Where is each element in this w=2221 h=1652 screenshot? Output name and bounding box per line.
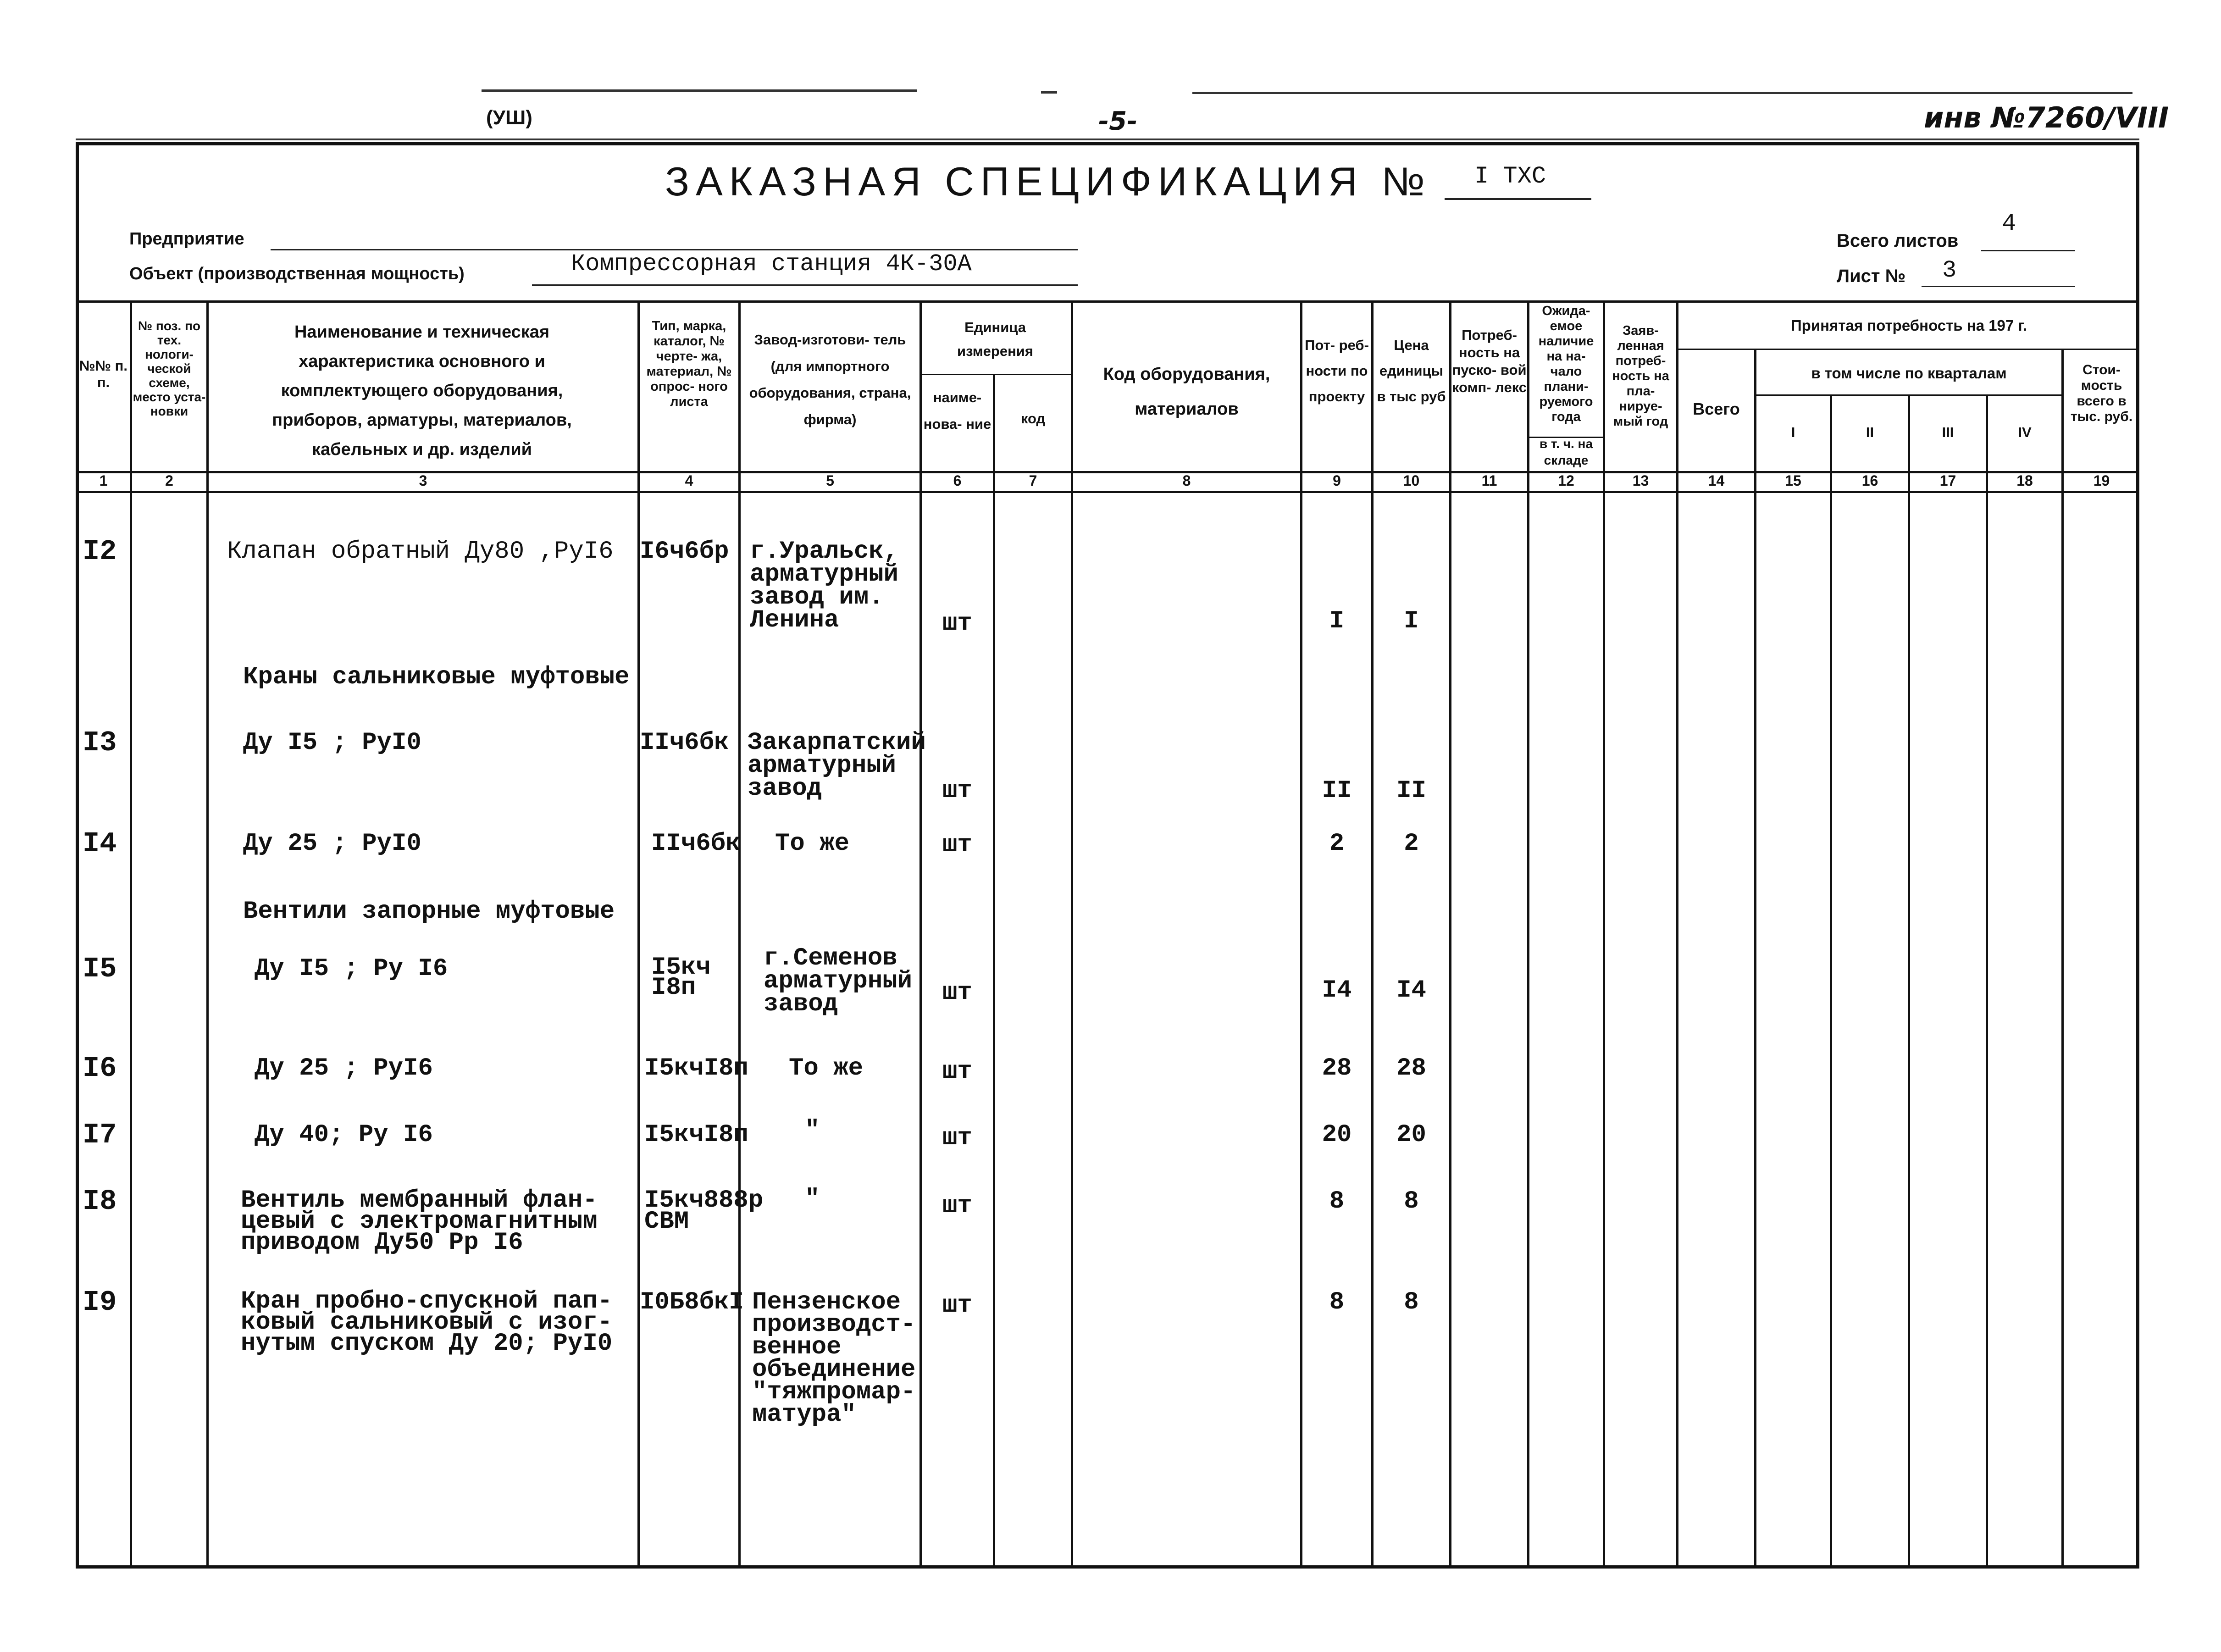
header-stock: в т. ч. на складе <box>1539 437 1593 467</box>
header-unit: Единица измерения <box>957 319 1033 359</box>
item-maker: То же <box>789 1054 864 1082</box>
top-rule-mid <box>1041 91 1057 94</box>
col-line <box>993 374 995 1569</box>
item-price: 8 <box>1404 1187 1419 1215</box>
item-price: 8 <box>1404 1288 1419 1316</box>
enterprise-label: Предприятие <box>129 229 244 249</box>
col-line <box>1300 300 1302 1569</box>
item-name: Ду 25 ; РуI0 <box>243 830 421 858</box>
col-line <box>1071 300 1073 1569</box>
col-number: 3 <box>419 472 427 489</box>
col-number: 15 <box>1785 472 1801 489</box>
object-value: Компрессорная станция 4К-30А <box>571 250 972 277</box>
col-line <box>1676 300 1678 1569</box>
table-top-line <box>76 300 2139 303</box>
item-price: I <box>1404 607 1419 635</box>
item-price: 28 <box>1396 1054 1426 1082</box>
col-number: 16 <box>1861 472 1878 489</box>
header-price: Цена единицы в тыс руб <box>1377 337 1446 405</box>
row-number: I5 <box>83 953 117 985</box>
col-number: 1 <box>99 472 108 489</box>
col-number: 10 <box>1403 472 1420 489</box>
col-line <box>1830 394 1832 1569</box>
col-number: 8 <box>1182 472 1191 489</box>
item-price: I4 <box>1396 976 1426 1004</box>
page-number: -5- <box>1098 106 1138 136</box>
item-unit: шт <box>942 1058 972 1086</box>
item-name: Кран пробно-спускной пап- ковый сальниковый с изог- нутым спуском Ду 20; РуI0 <box>241 1287 613 1358</box>
header-total: Всего <box>1693 399 1740 418</box>
header-maker: Завод-изготови- тель (для импортного оборудования, страна, фирма) <box>749 332 911 427</box>
spec-number: I ТХС <box>1474 163 1546 190</box>
col-line <box>1908 394 1910 1569</box>
item-maker: " <box>805 1185 820 1213</box>
item-qty: II <box>1322 777 1352 805</box>
col-line <box>738 300 741 1569</box>
item-unit: шт <box>942 610 972 638</box>
header-row-no: №№ п. п. <box>79 358 128 390</box>
accepted-subline <box>1676 349 2139 350</box>
col-number: 4 <box>685 472 693 489</box>
object-line <box>532 284 1078 286</box>
item-unit: шт <box>942 1124 972 1152</box>
item-name: Ду I5 ; РуI0 <box>243 729 421 757</box>
item-maker: г.Уральск, арматурный завод им. Ленина <box>750 538 899 634</box>
item-qty: 2 <box>1329 830 1345 858</box>
item-name: Ду I5 ; Ру I6 <box>255 955 448 983</box>
row-number: I8 <box>83 1185 117 1218</box>
item-unit: шт <box>942 979 972 1007</box>
header-q3: III <box>1942 424 1954 440</box>
item-maker: Закарпатский арматурный завод <box>748 729 926 803</box>
header-unit-code: код <box>1020 410 1046 427</box>
sheet-no-label: Лист № <box>1837 266 1906 286</box>
header-q2: II <box>1866 424 1874 440</box>
item-name: Ду 40; Ру I6 <box>255 1121 433 1149</box>
row-number: I9 <box>83 1286 117 1319</box>
group-heading: Краны сальниковые муфтовые <box>243 663 630 691</box>
total-sheets-value: 4 <box>2002 210 2016 237</box>
top-rule-main <box>76 139 2139 140</box>
item-name: Вентиль мембранный флан- цевый с электромагнитным приводом Ду50 Рр I6 <box>241 1186 598 1257</box>
sheet-no-line <box>1922 286 2075 287</box>
header-type: Тип, марка, каталог, № черте- жа, материал, № опрос- ного листа <box>646 319 732 409</box>
spec-number-underline <box>1445 198 1591 200</box>
row-number: I4 <box>83 827 117 860</box>
item-qty: 8 <box>1329 1187 1345 1215</box>
header-quarters: в том числе по кварталам <box>1811 365 2007 382</box>
item-name: Клапан обратный Ду80 ,РуI6 <box>227 538 614 565</box>
row-number: I2 <box>83 535 117 568</box>
item-price: 2 <box>1404 830 1419 858</box>
col-number: 7 <box>1029 472 1037 489</box>
item-price: II <box>1396 777 1426 805</box>
item-type: IIч6бк <box>651 830 741 858</box>
header-unit-name: наиме- нова- ние <box>923 389 991 432</box>
col-line <box>1603 300 1605 1569</box>
header-startup: Потреб- ность на пуско- вой комп- лекс <box>1451 327 1527 395</box>
col-number: 13 <box>1632 472 1649 489</box>
row-number: I3 <box>83 726 117 759</box>
item-type: IIч6бк <box>640 729 729 757</box>
item-unit: шт <box>942 831 972 859</box>
sheet-no-value: 3 <box>1942 257 1957 284</box>
col-number: 9 <box>1333 472 1341 489</box>
col-line <box>1754 349 1756 1569</box>
item-type: I5кчI8п <box>644 1054 748 1082</box>
group-heading: Вентили запорные муфтовые <box>243 898 615 926</box>
col-line <box>1371 300 1374 1569</box>
item-unit: шт <box>942 1192 972 1220</box>
item-type: I5кч I8п <box>651 954 711 1002</box>
row-number: I7 <box>83 1119 117 1151</box>
item-qty: 20 <box>1322 1121 1352 1149</box>
header-need: Пот- реб- ности по проекту <box>1305 337 1369 405</box>
item-maker: " <box>805 1116 820 1144</box>
item-unit: шт <box>942 1292 972 1319</box>
header-accepted: Принятая потребность на 197 г. <box>1790 317 2027 334</box>
object-label: Объект (производственная мощность) <box>129 264 465 283</box>
col-line <box>1986 394 1988 1569</box>
col-number: 2 <box>165 472 173 489</box>
item-name: Ду 25 ; РуI6 <box>255 1054 433 1082</box>
col-line <box>919 300 922 1569</box>
col-line <box>1527 300 1529 1569</box>
header-cost: Стои- мость всего в тыс. руб. <box>2070 362 2133 424</box>
col-number: 11 <box>1481 472 1497 489</box>
page-title: ЗАКАЗНАЯ СПЕЦИФИКАЦИЯ № <box>665 159 1431 204</box>
item-type: I5кчI8п <box>644 1121 748 1149</box>
row-number: I6 <box>83 1052 117 1085</box>
col-number: 12 <box>1558 472 1574 489</box>
col-line <box>1449 300 1451 1569</box>
header-name: Наименование и техническая характеристика основного и комплектующего оборудования, приборов, арматуры, материалов, кабельных и др. изделий <box>272 322 572 459</box>
col-line <box>2061 349 2064 1569</box>
col-line <box>130 300 132 1569</box>
header-q1: I <box>1791 424 1795 440</box>
item-qty: I <box>1329 607 1345 635</box>
col-number: 6 <box>953 472 962 489</box>
header-declared: Заяв- ленная потреб- ность на пла- нируе- мый год <box>1612 323 1669 429</box>
total-sheets-label: Всего листов <box>1837 231 1959 251</box>
item-qty: 28 <box>1322 1054 1352 1082</box>
inventory-number: инв №7260/VIII <box>1924 101 2169 134</box>
top-rule-left <box>482 89 917 92</box>
col-number: 5 <box>826 472 834 489</box>
item-price: 20 <box>1396 1121 1426 1149</box>
top-rule-right <box>1192 92 2132 94</box>
col-number: 14 <box>1708 472 1725 489</box>
header-equipment-code: Код оборудования, материалов <box>1103 365 1270 419</box>
col-number: 18 <box>2016 472 2033 489</box>
item-type: I6ч6бр <box>640 538 729 565</box>
unit-subline <box>919 374 1071 375</box>
col-number: 17 <box>1939 472 1956 489</box>
item-maker: Пензенское производст- венное объединение "тяжпромар- матура" <box>752 1288 916 1429</box>
section-mark: (УШ) <box>486 106 532 129</box>
item-qty: I4 <box>1322 976 1352 1004</box>
item-maker: То же <box>775 830 850 858</box>
header-q4: IV <box>2018 424 2032 440</box>
item-type: I5кч888р СВМ <box>644 1186 764 1236</box>
col-number: 19 <box>2093 472 2110 489</box>
item-qty: 8 <box>1329 1288 1345 1316</box>
col-line <box>206 300 209 1569</box>
total-sheets-line <box>1981 250 2075 251</box>
item-type: I0Б8бкI <box>640 1288 744 1316</box>
col-line <box>637 300 640 1569</box>
item-maker: г.Семенов арматурный завод <box>764 944 913 1018</box>
header-expected: Ожида- емое наличие на на- чало плани- руемого года <box>1538 304 1594 424</box>
header-position: № поз. по тех. нологи- ческой схеме, место уста- новки <box>133 319 206 418</box>
item-unit: шт <box>942 777 972 805</box>
